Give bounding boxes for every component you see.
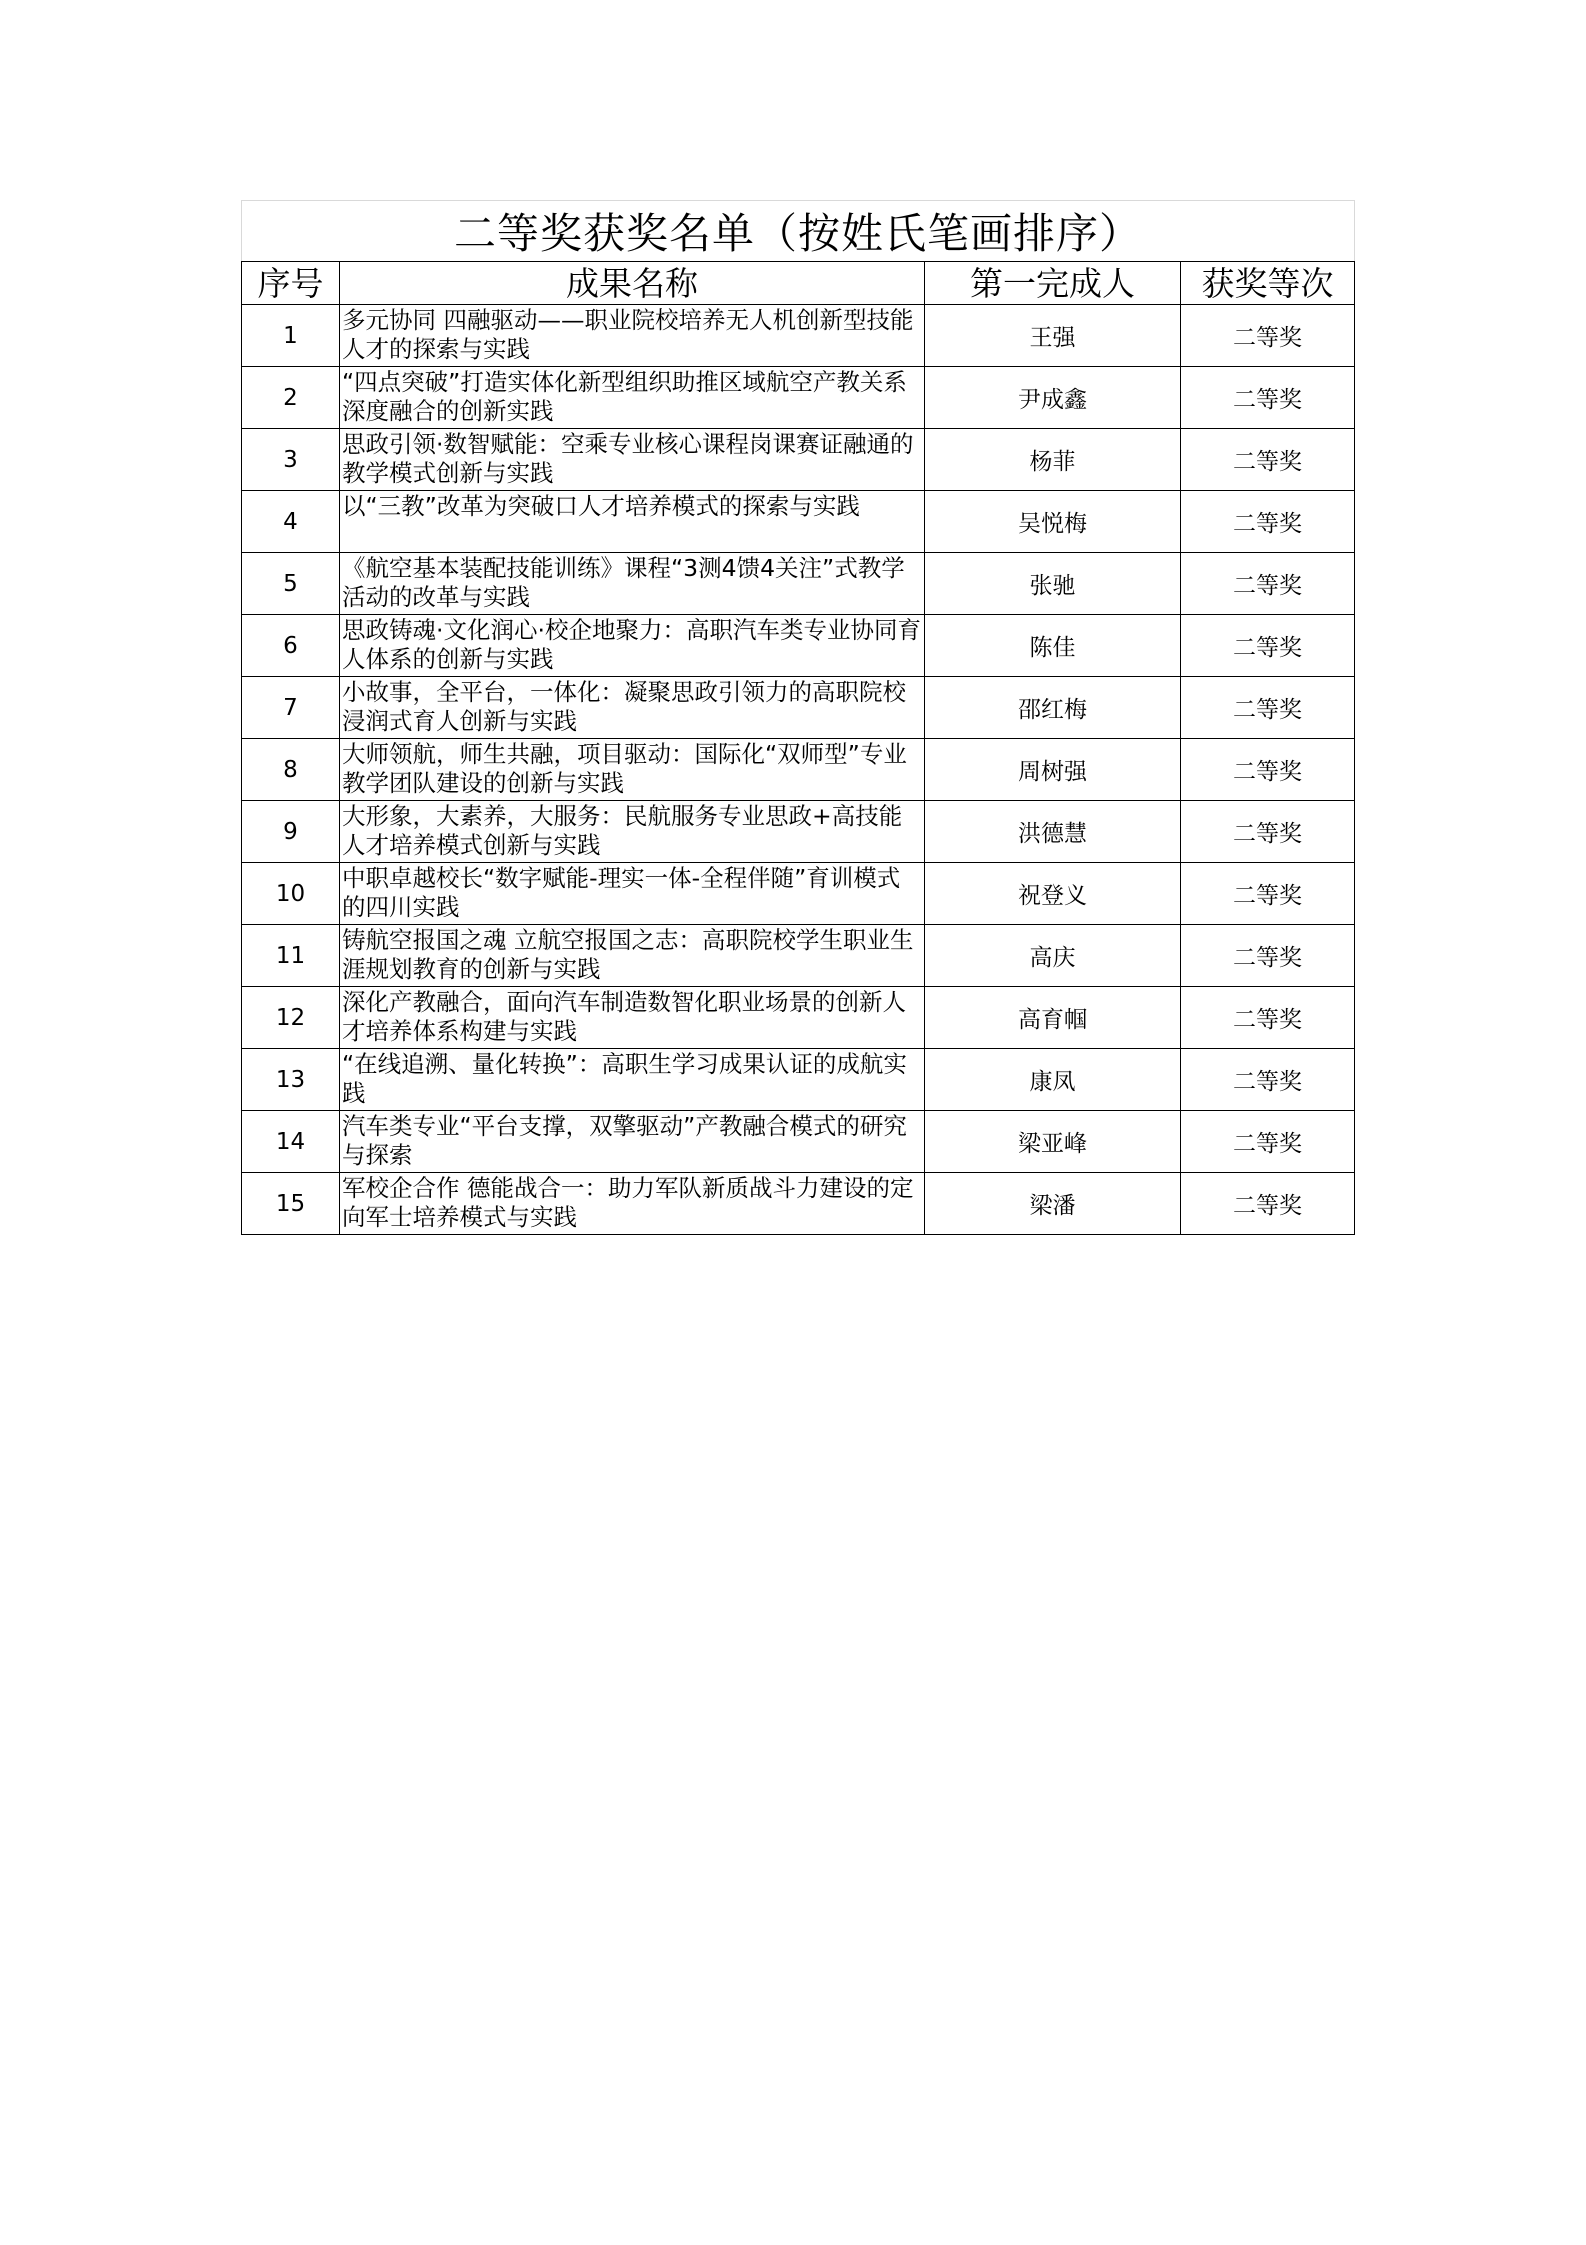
cell-award-level: 二等奖 — [1181, 429, 1355, 491]
cell-index: 2 — [242, 367, 340, 429]
table-row — [242, 429, 1355, 491]
table-row — [242, 925, 1355, 987]
cell-index: 9 — [242, 801, 340, 863]
table-row — [242, 863, 1355, 925]
table-row — [242, 987, 1355, 1049]
table-row — [242, 1173, 1355, 1235]
cell-first-author: 张驰 — [925, 553, 1181, 615]
cell-award-level: 二等奖 — [1181, 491, 1355, 553]
cell-first-author: 高育帼 — [925, 987, 1181, 1049]
cell-index: 6 — [242, 615, 340, 677]
title-row — [242, 201, 1355, 262]
header-index: 序号 — [242, 262, 340, 305]
cell-achievement-name: 中职卓越校长“数字赋能-理实一体-全程伴随”育训模式的四川实践 — [340, 863, 925, 925]
cell-achievement-name: 铸航空报国之魂 立航空报国之志：高职院校学生职业生涯规划教育的创新与实践 — [340, 925, 925, 987]
cell-achievement-name: 多元协同 四融驱动——职业院校培养无人机创新型技能人才的探索与实践 — [340, 305, 925, 367]
cell-index: 1 — [242, 305, 340, 367]
cell-award-level: 二等奖 — [1181, 305, 1355, 367]
cell-first-author: 周树强 — [925, 739, 1181, 801]
cell-first-author: 尹成鑫 — [925, 367, 1181, 429]
cell-achievement-name: 思政引领·数智赋能：空乘专业核心课程岗课赛证融通的教学模式创新与实践 — [340, 429, 925, 491]
cell-index: 8 — [242, 739, 340, 801]
table-row — [242, 553, 1355, 615]
cell-index: 12 — [242, 987, 340, 1049]
header-level: 获奖等次 — [1181, 262, 1355, 305]
cell-index: 3 — [242, 429, 340, 491]
cell-first-author: 邵红梅 — [925, 677, 1181, 739]
table-body — [242, 305, 1355, 1235]
cell-first-author: 王强 — [925, 305, 1181, 367]
table-row — [242, 305, 1355, 367]
cell-index: 14 — [242, 1111, 340, 1173]
cell-index: 5 — [242, 553, 340, 615]
cell-index: 10 — [242, 863, 340, 925]
cell-award-level: 二等奖 — [1181, 987, 1355, 1049]
table-row — [242, 739, 1355, 801]
cell-achievement-name: 《航空基本装配技能训练》课程“3测4馈4关注”式教学活动的改革与实践 — [340, 553, 925, 615]
cell-achievement-name: 以“三教”改革为突破口人才培养模式的探索与实践 — [340, 491, 925, 553]
table-row — [242, 677, 1355, 739]
cell-award-level: 二等奖 — [1181, 1111, 1355, 1173]
cell-award-level: 二等奖 — [1181, 677, 1355, 739]
award-list-table — [241, 200, 1355, 1235]
table-row — [242, 491, 1355, 553]
cell-award-level: 二等奖 — [1181, 1173, 1355, 1235]
cell-first-author: 康凤 — [925, 1049, 1181, 1111]
cell-first-author: 洪德慧 — [925, 801, 1181, 863]
cell-award-level: 二等奖 — [1181, 925, 1355, 987]
cell-first-author: 梁潘 — [925, 1173, 1181, 1235]
cell-index: 13 — [242, 1049, 340, 1111]
cell-index: 15 — [242, 1173, 340, 1235]
table-row — [242, 801, 1355, 863]
table-row — [242, 367, 1355, 429]
table-row — [242, 615, 1355, 677]
cell-achievement-name: 深化产教融合，面向汽车制造数智化职业场景的创新人才培养体系构建与实践 — [340, 987, 925, 1049]
cell-award-level: 二等奖 — [1181, 739, 1355, 801]
cell-index: 7 — [242, 677, 340, 739]
cell-achievement-name: 思政铸魂·文化润心·校企地聚力：高职汽车类专业协同育人体系的创新与实践 — [340, 615, 925, 677]
cell-first-author: 杨菲 — [925, 429, 1181, 491]
cell-achievement-name: 大形象，大素养，大服务：民航服务专业思政+高技能人才培养模式创新与实践 — [340, 801, 925, 863]
cell-achievement-name: “在线追溯、量化转换”：高职生学习成果认证的成航实践 — [340, 1049, 925, 1111]
cell-first-author: 梁亚峰 — [925, 1111, 1181, 1173]
cell-index: 11 — [242, 925, 340, 987]
header-name: 成果名称 — [340, 262, 925, 305]
cell-award-level: 二等奖 — [1181, 801, 1355, 863]
table-row — [242, 1049, 1355, 1111]
cell-award-level: 二等奖 — [1181, 863, 1355, 925]
cell-first-author: 祝登义 — [925, 863, 1181, 925]
cell-award-level: 二等奖 — [1181, 553, 1355, 615]
cell-achievement-name: 大师领航，师生共融，项目驱动：国际化“双师型”专业教学团队建设的创新与实践 — [340, 739, 925, 801]
cell-achievement-name: 汽车类专业“平台支撑，双擎驱动”产教融合模式的研究与探索 — [340, 1111, 925, 1173]
cell-index: 4 — [242, 491, 340, 553]
cell-first-author: 吴悦梅 — [925, 491, 1181, 553]
cell-achievement-name: 小故事，全平台，一体化：凝聚思政引领力的高职院校浸润式育人创新与实践 — [340, 677, 925, 739]
table-title: 二等奖获奖名单（按姓氏笔画排序） — [242, 201, 1355, 262]
table-row — [242, 1111, 1355, 1173]
header-person: 第一完成人 — [925, 262, 1181, 305]
cell-first-author: 高庆 — [925, 925, 1181, 987]
header-row — [242, 262, 1355, 305]
cell-award-level: 二等奖 — [1181, 615, 1355, 677]
cell-achievement-name: 军校企合作 德能战合一：助力军队新质战斗力建设的定向军士培养模式与实践 — [340, 1173, 925, 1235]
cell-award-level: 二等奖 — [1181, 1049, 1355, 1111]
cell-achievement-name: “四点突破”打造实体化新型组织助推区域航空产教关系深度融合的创新实践 — [340, 367, 925, 429]
cell-award-level: 二等奖 — [1181, 367, 1355, 429]
cell-first-author: 陈佳 — [925, 615, 1181, 677]
